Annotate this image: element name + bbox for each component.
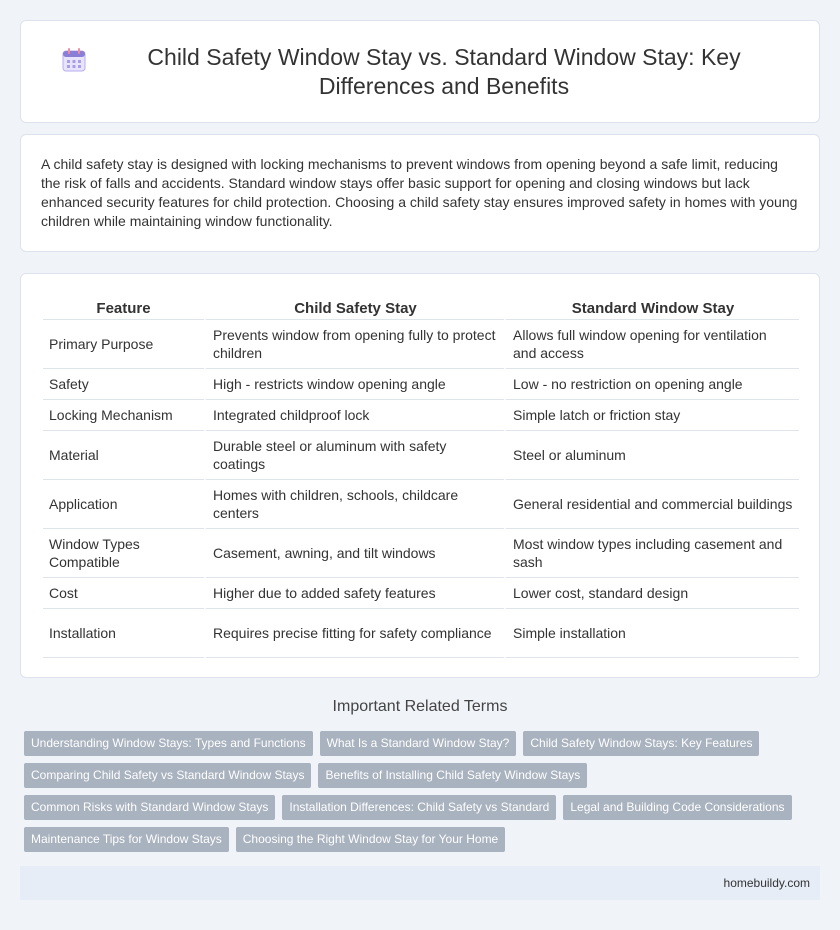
page-title: Child Safety Window Stay vs. Standard Window Stay: Key Differences and Benefits	[147, 43, 741, 99]
related-term-tag[interactable]: Common Risks with Standard Window Stays	[24, 795, 275, 820]
table-cell-feature: Primary Purpose	[43, 320, 204, 369]
related-terms-heading: Important Related Terms	[332, 698, 508, 715]
related-term-tag[interactable]: Child Safety Window Stays: Key Features	[523, 731, 759, 756]
table-cell-child-safety: Higher due to added safety features	[204, 578, 504, 609]
intro-paragraph: A child safety stay is designed with locking mechanisms to prevent windows from opening beyond a safe limit, reducing the risk of falls and accidents. Standard window stays offer basic support for opening and closing windows but lack enhanced security features for child protection. Choosing a child safety stay ensures improved safety in homes with young children while maintaining window functionality.	[41, 156, 798, 229]
related-term-tag[interactable]: What Is a Standard Window Stay?	[320, 731, 517, 756]
footer	[20, 866, 820, 900]
table-row	[43, 320, 799, 369]
table-cell-feature: Window Types Compatible	[43, 529, 204, 578]
table-row	[43, 578, 799, 609]
table-row	[43, 431, 799, 480]
table-cell-child-safety: Requires precise fitting for safety compliance	[204, 609, 504, 658]
calendar-icon	[61, 47, 87, 73]
related-term-tag[interactable]: Choosing the Right Window Stay for Your Home	[236, 827, 505, 852]
table-cell-feature: Installation	[43, 609, 204, 658]
column-header-standard: Standard Window Stay	[504, 296, 799, 320]
table-cell-feature: Locking Mechanism	[43, 400, 204, 431]
column-header-feature: Feature	[43, 296, 204, 320]
table-cell-standard: Low - no restriction on opening angle	[504, 369, 799, 400]
header-card	[20, 20, 820, 123]
related-term-tag[interactable]: Legal and Building Code Considerations	[563, 795, 791, 820]
related-term-tag[interactable]: Understanding Window Stays: Types and Functions	[24, 731, 313, 756]
table-cell-standard: General residential and commercial buildings	[504, 480, 799, 529]
table-header-row	[43, 296, 799, 320]
column-header-child-safety: Child Safety Stay	[204, 296, 504, 320]
table-row	[43, 480, 799, 529]
table-cell-child-safety: Prevents window from opening fully to protect children	[204, 320, 504, 369]
table-cell-standard: Simple latch or friction stay	[504, 400, 799, 431]
comparison-table-card	[20, 273, 820, 678]
table-cell-standard: Lower cost, standard design	[504, 578, 799, 609]
related-term-tag[interactable]: Installation Differences: Child Safety vs Standard	[282, 795, 556, 820]
table-cell-feature: Safety	[43, 369, 204, 400]
related-terms-list	[24, 731, 814, 859]
comparison-table	[43, 296, 799, 658]
table-row	[43, 400, 799, 431]
footer-site-link[interactable]: homebuildy.com	[723, 876, 810, 890]
table-cell-child-safety: Durable steel or aluminum with safety coatings	[204, 431, 504, 480]
table-cell-feature: Material	[43, 431, 204, 480]
table-cell-standard: Allows full window opening for ventilation and access	[504, 320, 799, 369]
intro-card	[20, 134, 820, 252]
table-cell-child-safety: Casement, awning, and tilt windows	[204, 529, 504, 578]
table-cell-child-safety: Homes with children, schools, childcare centers	[204, 480, 504, 529]
table-cell-feature: Cost	[43, 578, 204, 609]
table-cell-feature: Application	[43, 480, 204, 529]
table-cell-standard: Steel or aluminum	[504, 431, 799, 480]
related-term-tag[interactable]: Comparing Child Safety vs Standard Window Stays	[24, 763, 311, 788]
table-cell-child-safety: Integrated childproof lock	[204, 400, 504, 431]
table-cell-standard: Simple installation	[504, 609, 799, 658]
related-term-tag[interactable]: Maintenance Tips for Window Stays	[24, 827, 229, 852]
table-cell-child-safety: High - restricts window opening angle	[204, 369, 504, 400]
related-term-tag[interactable]: Benefits of Installing Child Safety Window Stays	[318, 763, 587, 788]
table-row	[43, 609, 799, 658]
table-row	[43, 369, 799, 400]
table-cell-standard: Most window types including casement and sash	[504, 529, 799, 578]
table-row	[43, 529, 799, 578]
